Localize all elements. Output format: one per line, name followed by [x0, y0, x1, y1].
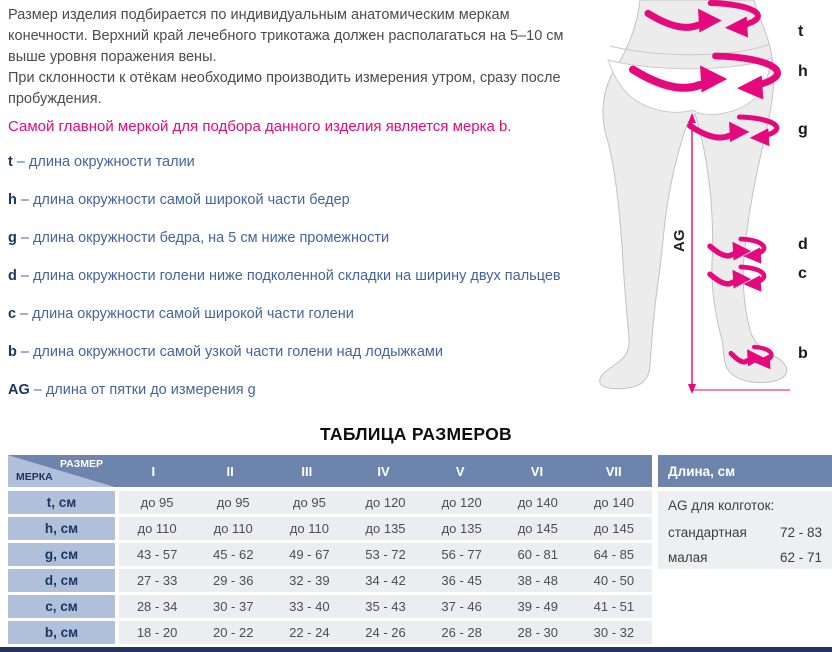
measurement-def-ag	[8, 382, 256, 398]
column-header: III	[301, 463, 313, 479]
table-row-c	[8, 595, 652, 618]
header-corner-cell	[8, 455, 115, 487]
length-panel-body	[658, 491, 832, 569]
table-cell: до 95	[292, 495, 326, 510]
size-table-title: ТАБЛИЦА РАЗМЕРОВ	[320, 424, 512, 444]
table-cell: 43 - 57	[136, 547, 178, 562]
column-header: VI	[530, 463, 544, 479]
measurement-text: – длина от пятки до измерения g	[33, 382, 256, 398]
table-cell: 53 - 72	[365, 547, 406, 562]
table-cell: 35 - 43	[365, 599, 406, 614]
table-row-b	[8, 621, 652, 644]
measurement-text: – длина окружности талии	[16, 154, 195, 170]
length-row-label: малая	[668, 550, 708, 565]
header-columns	[115, 455, 652, 487]
size-table-header	[8, 455, 652, 487]
table-cell: 30 - 32	[593, 625, 635, 640]
length-row-value: 72 - 83	[779, 525, 822, 540]
row-label: t, см	[8, 491, 115, 514]
table-row-h	[8, 517, 652, 540]
row-values	[119, 517, 652, 540]
column-header: I	[151, 463, 156, 479]
row-label: d, см	[8, 569, 115, 592]
table-cell: 45 - 62	[212, 547, 254, 562]
table-cell: 28 - 30	[517, 625, 559, 640]
row-values	[119, 569, 652, 592]
measurement-key: t	[8, 154, 13, 170]
table-cell: до 110	[213, 521, 253, 536]
measurement-def-g	[8, 230, 389, 246]
measurement-def-t	[8, 154, 195, 170]
measurement-def-h	[8, 192, 350, 208]
measurement-text: – длина окружности самой узкой части голени над лодыжками	[20, 344, 443, 360]
measurement-text: – длина окружности самой широкой части бедер	[20, 192, 350, 208]
table-cell: 28 - 34	[136, 599, 178, 614]
table-cell: до 120	[441, 495, 482, 510]
row-label: b, см	[8, 621, 115, 644]
table-cell: 49 - 67	[289, 547, 330, 562]
row-label: g, см	[8, 543, 115, 566]
length-panel-header: Длина, см	[658, 455, 832, 487]
measurement-key: b	[8, 344, 17, 360]
table-cell: 26 - 28	[441, 625, 482, 640]
corner-label-razmer: РАЗМЕР	[60, 458, 103, 470]
row-label: h, см	[8, 517, 115, 540]
table-cell: 20 - 22	[212, 625, 254, 640]
row-values	[119, 543, 652, 566]
diagram-label-d: d	[798, 236, 808, 253]
table-cell: 64 - 85	[593, 547, 635, 562]
table-row-d	[8, 569, 652, 592]
table-cell: до 120	[365, 495, 406, 510]
measurement-key: g	[8, 230, 17, 246]
measurement-text: – длина окружности самой широкой части голени	[20, 306, 354, 322]
length-row-label: стандартная	[668, 525, 747, 540]
table-cell: 33 - 40	[289, 599, 330, 614]
table-cell: до 95	[140, 495, 174, 510]
table-cell: до 95	[216, 495, 250, 510]
table-cell: 38 - 48	[517, 573, 559, 588]
table-cell: 29 - 36	[212, 573, 254, 588]
table-cell: до 135	[441, 521, 482, 536]
table-cell: до 110	[137, 521, 177, 536]
table-cell: до 145	[593, 521, 634, 536]
row-values	[119, 621, 652, 644]
measurement-def-b	[8, 344, 443, 360]
table-cell: 37 - 46	[441, 599, 482, 614]
diagram-label-b: b	[798, 345, 808, 362]
table-cell: 27 - 33	[136, 573, 178, 588]
table-cell: 60 - 81	[517, 547, 559, 562]
table-cell: 40 - 50	[593, 573, 635, 588]
table-cell: до 140	[593, 495, 634, 510]
bottom-divider-bar	[0, 647, 832, 652]
table-cell: 18 - 20	[136, 625, 178, 640]
table-cell: 41 - 51	[593, 599, 635, 614]
intro-paragraph-1: Размер изделия подбирается по индивидуальным анатомическим меркам конечности. Верхний край лечебного трикотажа должен располагаться на 5–10 см выше уровня поражения вены.	[8, 7, 564, 65]
row-label: c, см	[8, 595, 115, 618]
column-header: VII	[605, 463, 622, 479]
length-row-small	[668, 545, 822, 570]
length-row-value: 62 - 71	[779, 550, 822, 565]
measurement-key: c	[8, 306, 17, 322]
table-cell: 22 - 24	[289, 625, 330, 640]
diagram-label-h: h	[798, 63, 808, 80]
row-values	[119, 595, 652, 618]
measurement-def-c	[8, 306, 354, 322]
legs-diagram	[558, 0, 832, 400]
table-row-t	[8, 491, 652, 514]
diagram-label-t: t	[798, 23, 804, 40]
table-cell: до 135	[365, 521, 406, 536]
measurement-key: h	[8, 192, 17, 208]
table-cell: до 110	[289, 521, 329, 536]
table-cell: 24 - 26	[365, 625, 406, 640]
table-row-g	[8, 543, 652, 566]
column-header: II	[226, 463, 234, 479]
measurement-def-d	[8, 268, 561, 284]
diagram-label-g: g	[798, 121, 808, 138]
diagram-label-ag: AG	[671, 229, 688, 252]
row-values	[119, 491, 652, 514]
column-header: IV	[377, 463, 390, 479]
table-cell: до 145	[517, 521, 558, 536]
table-cell: 39 - 49	[517, 599, 559, 614]
table-cell: 56 - 77	[441, 547, 482, 562]
table-cell: 30 - 37	[212, 599, 254, 614]
table-cell: до 140	[517, 495, 558, 510]
table-cell: 36 - 45	[441, 573, 482, 588]
intro-paragraph-2: При склонности к отёкам необходимо производить измерения утром, сразу после пробуждения.	[8, 70, 561, 107]
length-panel-subtitle: AG для колготок:	[668, 498, 775, 513]
table-cell: 32 - 39	[289, 573, 330, 588]
measurement-text: – длина окружности голени ниже подколенной складки на ширину двух пальцев	[20, 268, 561, 284]
corner-label-merka: МЕРКА	[16, 471, 53, 483]
column-header: V	[455, 463, 465, 479]
measurement-key: d	[8, 268, 17, 284]
length-row-standard	[668, 520, 822, 545]
diagram-label-c: c	[798, 265, 807, 282]
measurement-key: AG	[8, 382, 30, 398]
table-cell: 34 - 42	[365, 573, 406, 588]
measurement-text: – длина окружности бедра, на 5 см ниже промежности	[20, 230, 390, 246]
intro-highlight: Самой главной меркой для подбора данного изделия является мерка b.	[8, 118, 512, 135]
